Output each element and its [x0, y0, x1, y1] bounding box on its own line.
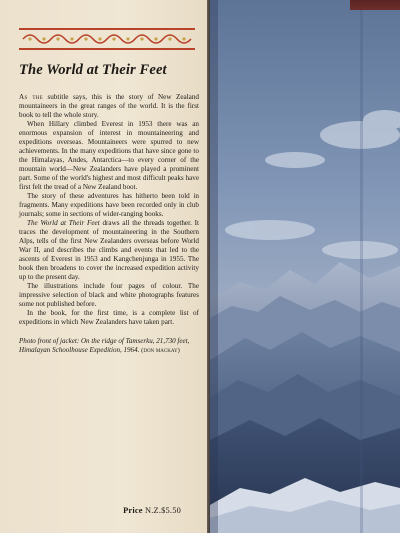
decorative-border-ornament	[19, 28, 195, 50]
blurb-text: subtitle says, this is the story of New Zealand mountaineers in the great ranges of the world. It is the first book to tell the whole story.	[19, 93, 199, 119]
caption-text: Photo front of jacket: On the ridge of Tamserku, 21,730 feet, Himalayan Schoolhouse Expedition, 1964.	[19, 337, 190, 355]
blurb-paragraph	[19, 93, 199, 120]
price	[123, 506, 181, 515]
price-value: N.Z.$5.50	[145, 506, 181, 515]
blurb-paragraph	[19, 219, 199, 281]
photo-caption	[19, 337, 199, 355]
mountain-landscape-image	[210, 0, 400, 533]
blurb-paragraph: In the book, for the first time, is a complete list of expeditions in which New Zealanders have taken part.	[19, 309, 199, 327]
book-title: The World at Their Feet	[19, 62, 167, 78]
lead-in: As the	[19, 93, 43, 101]
photo-credit: (don mackay)	[141, 347, 180, 355]
binding-strip	[350, 0, 400, 10]
price-label: Price	[123, 506, 143, 515]
blurb	[19, 93, 199, 327]
blurb-paragraph: When Hillary climbed Everest in 1953 there was an enormous expansion of interest in mountaineering and expeditions overseas. Mountaineers were spurred to new achievements. In the many expeditions that have since gone to the Himalayas, Andes, Antarctica—to every corner of the mountain world—New Zealanders have played a prominent part. Some of the world's highest and most difficult peaks have first felt the tread of a New Zealand boot.	[19, 120, 199, 191]
cover-photo	[210, 0, 400, 533]
blurb-text: draws all the threads together. It traces the development of mountaineering in the Southern Alps, tells of the first New Zealanders overseas before World War II, and describes the climbs and events that led to the ascents of Everest in 1953 and Kangchenjunga in 1955. The book then broadens to cover the increased expedition activity up to the present day.	[19, 219, 199, 281]
book-title-inline: The World at Their Feet	[27, 219, 100, 228]
blurb-paragraph: The story of these adventures has hitherto been told in fragments. Many expeditions have been recorded only in club journals; some in sections of wider-ranging books.	[19, 191, 199, 218]
blurb-paragraph: The illustrations include four pages of colour. The impressive selection of black and white photographs features some not published before.	[19, 282, 199, 308]
